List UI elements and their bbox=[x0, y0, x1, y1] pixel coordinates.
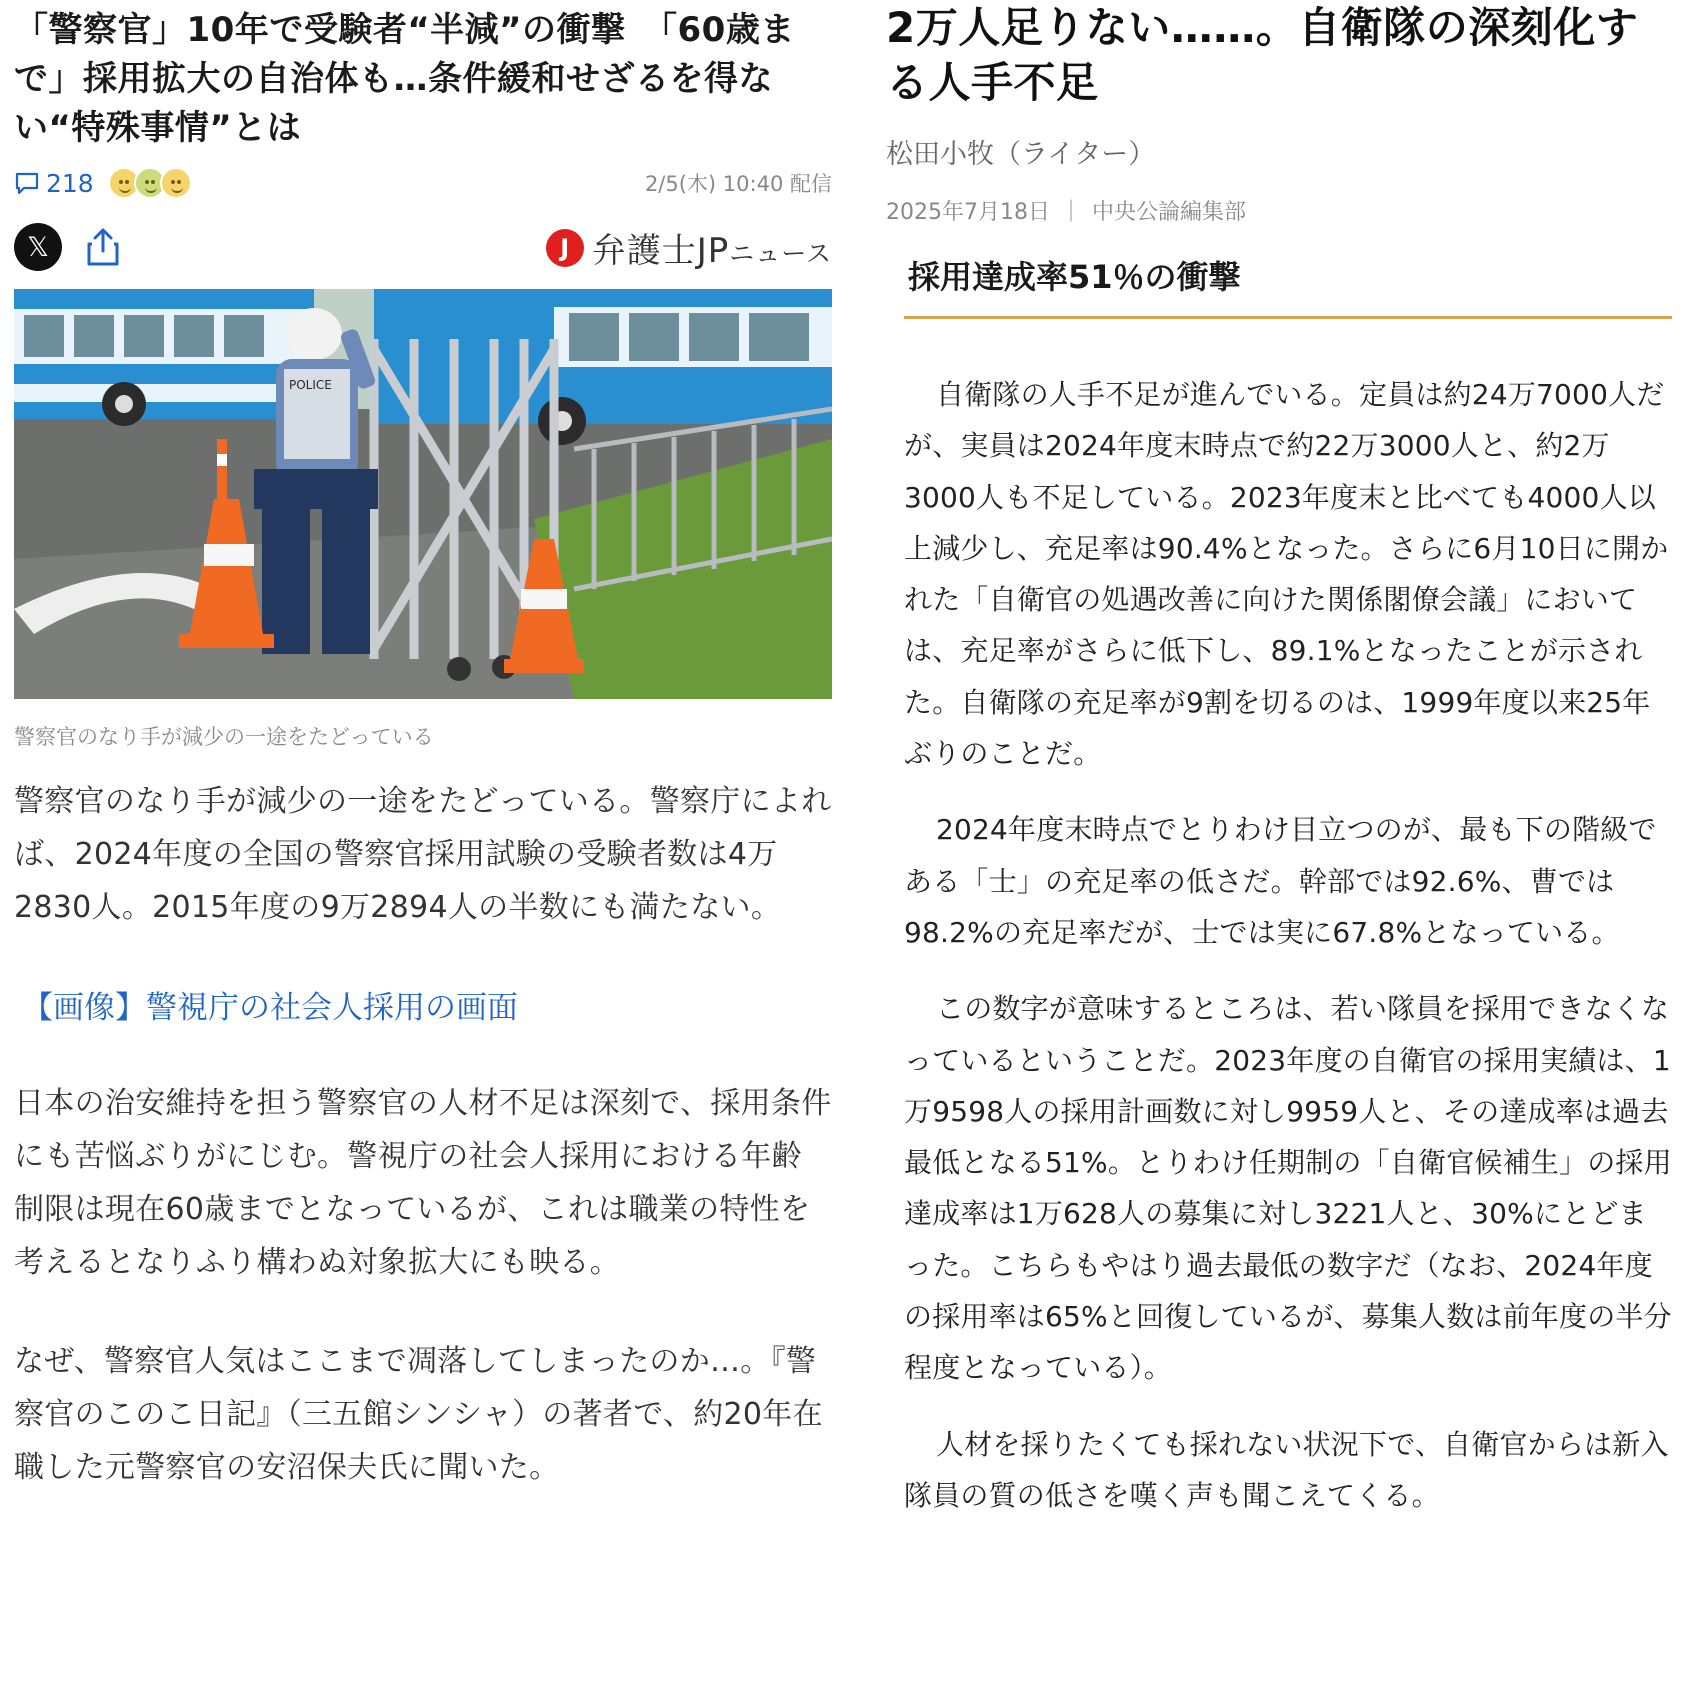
section-heading-wrap bbox=[904, 252, 1672, 319]
photo-caption: 警察官のなり手が減少の一途をたどっている bbox=[14, 725, 434, 749]
article-paragraph: 日本の治安維持を担う警察官の人材不足は深刻で、採用条件にも苦悩ぶりがにじむ。警視庁の社会人採用における年齢制限は現在60歳までとなっているが、これは職業の特性を考えるとなりふり構わぬ対象拡大にも映る。 bbox=[14, 1086, 832, 1280]
article-body-intro: 警察官のなり手が減少の一途をたどっている。警察庁によれば、2024年度の全国の警察官採用試験の受験者数は4万2830人。2015年度の9万2894人の半数にも満たない。 bbox=[14, 784, 832, 925]
section-heading: 採用達成率51％の衝撃 bbox=[904, 252, 1672, 319]
reaction-summary[interactable] bbox=[108, 167, 192, 199]
article-paragraph: 2024年度末時点でとりわけ目立つのが、最も下の階級である「士」の充足率の低さだ。幹部では92.6%、曹では98.2%の充足率だが、士では実に67.8%となっている。 bbox=[904, 813, 1657, 949]
article-paragraph: この数字が意味するところは、若い隊員を採用できなくなっているということだ。2023年度の自衛官の採用実績は、1万9598人の採用計画数に対し9959人と、その達成率は過去最低となる51%。とりわけ任期制の「自衛官候補生」の採用達成率は1万628人の募集に対し3221人と、30%にとどまった。こちらもやはり過去最低の数字だ（なお、2024年度の採用率は65%と回復しているが、募集人数は前年度の半分程度となっている）。 bbox=[904, 992, 1672, 1385]
article-title[interactable]: 「警察官」10年で受験者“半減”の衝撃 「60歳まで」採用拡大の自治体も…条件緩和せざるを得ない“特殊事情”とは bbox=[14, 10, 795, 148]
image-link[interactable]: 【画像】警視庁の社会人採用の画面 bbox=[22, 990, 518, 1026]
share-button[interactable] bbox=[86, 227, 120, 267]
x-share-button[interactable]: 𝕏 bbox=[14, 223, 62, 271]
share-bar bbox=[14, 217, 832, 277]
article-title[interactable]: 2万人足りない……。自衛隊の深刻化する人手不足 bbox=[886, 3, 1639, 107]
publisher-mark: J bbox=[546, 229, 584, 267]
publish-date: 2025年7月18日 bbox=[886, 200, 1050, 225]
right-article bbox=[886, 0, 1676, 1521]
smile-reaction-icon bbox=[160, 167, 192, 199]
police-officer-image bbox=[14, 289, 832, 699]
vest-text: POLICE bbox=[289, 378, 332, 392]
comment-count: 218 bbox=[46, 168, 94, 198]
left-article bbox=[14, 6, 832, 1494]
department: 中央公論編集部 bbox=[1092, 200, 1247, 225]
publisher-logo[interactable] bbox=[546, 223, 832, 272]
author-name[interactable]: 松田小牧（ライター） bbox=[886, 139, 1156, 170]
publisher-name: 弁護士JPニュース bbox=[591, 231, 832, 271]
article-photo[interactable] bbox=[14, 289, 832, 699]
article-paragraph: なぜ、警察官人気はここまで凋落してしまったのか…。『警察官のこのこ日記』（三五館シンシャ）の著者で、約20年在職した元警察官の安沼保夫氏に聞いた。 bbox=[14, 1344, 823, 1485]
article-paragraph: 人材を採りたくても採れない状況下で、自衛官からは新入隊員の質の低さを嘆く声も聞こえてくる。 bbox=[904, 1427, 1669, 1512]
comment-icon bbox=[14, 170, 40, 196]
article-meta bbox=[14, 163, 832, 203]
publish-date: 2/5(木) 10:40 配信 bbox=[644, 172, 832, 196]
article-dateline bbox=[886, 195, 1676, 226]
comment-button[interactable] bbox=[14, 169, 94, 198]
share-icon bbox=[86, 227, 120, 267]
article-paragraph: 自衛隊の人手不足が進んでいる。定員は約24万7000人だが、実員は2024年度末時点で約22万3000人と、約2万3000人も不足している。2023年度末と比べても4000人以上減少し、充足率は90.4%となった。さらに6月10日に開かれた「自衛官の処遇改善に向けた関係閣僚会議」においては、充足率がさらに低下し、89.1%となったことが示された。自衛隊の充足率が9割を切るのは、1999年度以来25年ぶりのことだ。 bbox=[904, 378, 1669, 771]
dateline-separator: ｜ bbox=[1059, 200, 1082, 225]
